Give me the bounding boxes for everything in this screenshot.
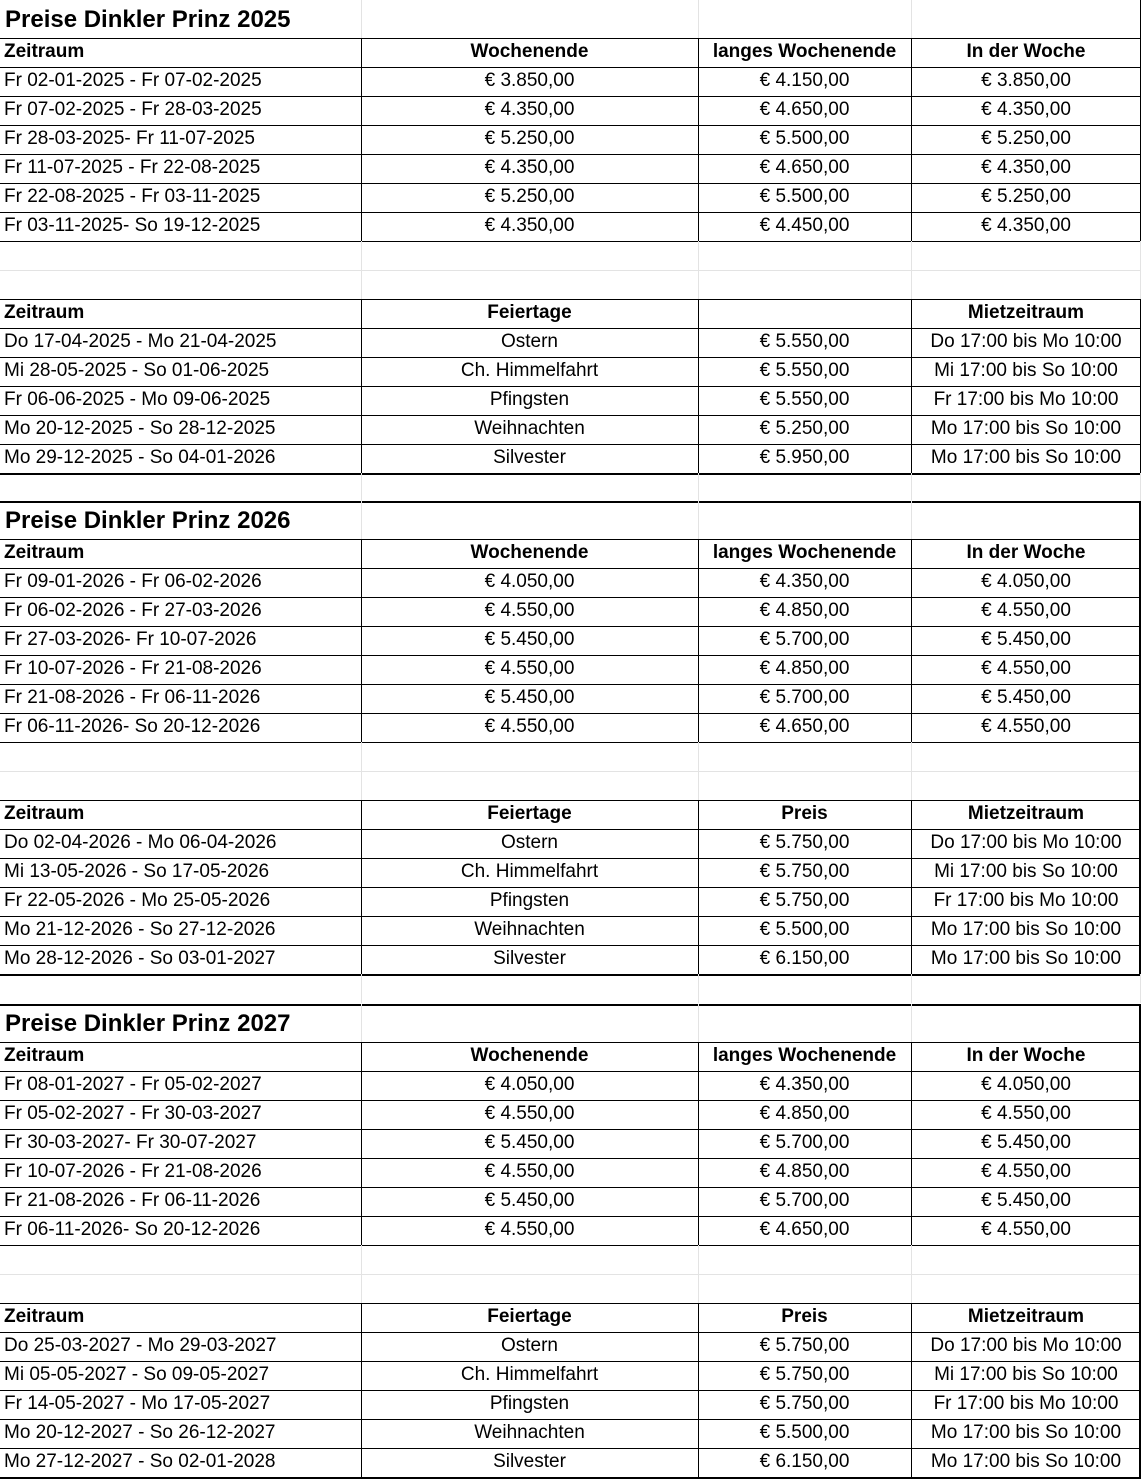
holiday-row [0,1361,1141,1390]
grid-line [0,212,1141,213]
weekday-cell: € 5.450,00 [981,687,1071,708]
grid-line [0,858,1141,859]
season-row [0,568,1141,597]
price-cell: € 6.150,00 [759,1451,850,1472]
weekend-cell: € 4.350,00 [484,157,575,178]
grid-line [361,38,362,241]
period-cell: Fr 21-08-2026 - Fr 06-11-2026 [4,687,261,708]
grid-line [361,800,362,974]
long-weekend-cell: € 5.700,00 [759,629,850,650]
grid-line [0,626,1141,627]
section-title: Preise Dinkler Prinz 2025 [5,6,291,33]
grid-line [0,154,1141,155]
holiday-header-row [0,800,1141,829]
period-header: Zeitraum [4,1045,85,1066]
grid-line [0,655,1141,656]
period-cell: Fr 22-08-2025 - Fr 03-11-2025 [4,186,261,207]
weekday-cell: € 3.850,00 [981,70,1071,91]
weekday-cell: € 4.550,00 [981,716,1071,737]
period-cell: Do 02-04-2026 - Mo 06-04-2026 [4,832,277,853]
holiday-header-row [0,299,1141,328]
grid-line [0,183,1141,184]
section-title: Preise Dinkler Prinz 2027 [5,1010,291,1037]
price-cell: € 5.550,00 [759,360,850,381]
holiday-cell: Silvester [493,948,566,969]
weekday-header: In der Woche [966,1045,1086,1066]
grid-line [361,501,362,539]
weekday-cell: € 4.050,00 [981,571,1071,592]
grid-line [911,38,912,241]
grid-line [361,0,362,38]
price-cell: € 5.550,00 [759,331,850,352]
grid-line [0,270,1141,271]
grid-line [0,357,1141,358]
price-cell: € 5.750,00 [759,1393,850,1414]
season-row [0,1216,1141,1245]
grid-line [0,713,1141,714]
grid-line [698,1042,699,1245]
long-weekend-cell: € 4.650,00 [759,157,850,178]
period-cell: Fr 30-03-2027- Fr 30-07-2027 [4,1132,257,1153]
weekend-cell: € 4.550,00 [484,1219,575,1240]
weekday-header: In der Woche [966,41,1086,62]
grid-line [0,473,1141,475]
long-weekend-cell: € 4.850,00 [759,1103,850,1124]
period-cell: Mo 20-12-2027 - So 26-12-2027 [4,1422,276,1443]
grid-line [911,0,912,38]
period-cell: Fr 11-07-2025 - Fr 22-08-2025 [4,157,261,178]
long-weekend-cell: € 5.500,00 [759,128,850,149]
season-header-row [0,38,1141,67]
grid-line [0,1303,1141,1304]
long-weekend-cell: € 4.150,00 [759,70,850,91]
grid-line [698,241,699,299]
rental-period-cell: Mo 17:00 bis So 10:00 [930,447,1122,468]
weekend-cell: € 4.050,00 [484,1074,575,1095]
long-weekend-cell: € 4.650,00 [759,99,850,120]
weekend-cell: € 4.350,00 [484,99,575,120]
price-cell: € 5.750,00 [759,832,850,853]
period-cell: Fr 22-05-2026 - Mo 25-05-2026 [4,890,271,911]
long-weekend-cell: € 4.350,00 [759,571,850,592]
weekend-cell: € 3.850,00 [484,70,575,91]
season-header-row [0,1042,1141,1071]
price-cell: € 5.500,00 [759,919,850,940]
period-cell: Fr 06-11-2026- So 20-12-2026 [4,716,261,737]
rental-period-header: Mietzeitraum [967,1306,1085,1327]
rental-period-cell: Fr 17:00 bis Mo 10:00 [933,389,1119,410]
grid-line [0,1245,1141,1246]
section-title: Preise Dinkler Prinz 2026 [5,507,291,534]
weekday-cell: € 5.450,00 [981,629,1071,650]
price-cell: € 5.250,00 [759,418,850,439]
grid-line [361,974,362,1003]
grid-line [0,67,1141,68]
grid-line [911,1042,912,1245]
weekend-cell: € 5.450,00 [484,1132,575,1153]
long-weekend-header: langes Wochenende [712,1045,897,1066]
rental-period-cell: Mo 17:00 bis So 10:00 [930,418,1122,439]
grid-line [0,299,1141,300]
period-cell: Fr 10-07-2026 - Fr 21-08-2026 [4,1161,262,1182]
holiday-header: Feiertage [487,803,572,824]
grid-line [0,1187,1141,1188]
grid-line [0,771,1141,772]
weekday-cell: € 5.450,00 [981,1190,1071,1211]
period-cell: Fr 10-07-2026 - Fr 21-08-2026 [4,658,262,679]
price-cell: € 5.750,00 [759,1364,850,1385]
season-row [0,67,1141,96]
grid-line [698,1245,699,1303]
grid-line [698,1004,699,1042]
price-cell: € 5.750,00 [759,1335,850,1356]
rental-period-cell: Mi 17:00 bis So 10:00 [934,861,1118,882]
holiday-header-row [0,1303,1141,1332]
grid-line [0,916,1141,917]
period-cell: Fr 06-06-2025 - Mo 09-06-2025 [4,389,271,410]
weekend-cell: € 4.550,00 [484,1161,575,1182]
grid-line [0,1004,1141,1006]
price-cell: € 5.750,00 [759,890,850,911]
rental-period-header: Mietzeitraum [967,803,1085,824]
holiday-cell: Ch. Himmelfahrt [460,1364,599,1385]
grid-line [698,800,699,974]
weekday-cell: € 4.550,00 [981,1103,1071,1124]
grid-line [0,444,1141,445]
grid-line [698,539,699,742]
season-row [0,713,1141,742]
grid-line [698,38,699,241]
grid-line [0,829,1141,830]
season-row [0,1071,1141,1100]
period-cell: Fr 14-05-2027 - Mo 17-05-2027 [4,1393,271,1414]
grid-line [0,887,1141,888]
grid-line [911,1004,912,1042]
grid-line [0,945,1141,946]
season-row [0,154,1141,183]
long-weekend-cell: € 5.500,00 [759,186,850,207]
holiday-cell: Ostern [500,832,559,853]
grid-line [1140,974,1141,1003]
weekend-cell: € 5.250,00 [484,186,575,207]
grid-line [0,539,1141,540]
holiday-row [0,415,1141,444]
price-cell: € 5.550,00 [759,389,850,410]
rental-period-cell: Mo 17:00 bis So 10:00 [930,1451,1122,1472]
season-row [0,96,1141,125]
price-cell: € 5.750,00 [759,861,850,882]
weekend-header: Wochenende [470,1045,589,1066]
weekend-cell: € 5.450,00 [484,1190,575,1211]
period-cell: Mo 29-12-2025 - So 04-01-2026 [4,447,276,468]
grid-line [0,742,1141,743]
price-header: Preis [781,803,828,824]
holiday-cell: Silvester [493,447,566,468]
holiday-row [0,887,1141,916]
grid-line [0,1332,1141,1333]
period-cell: Do 17-04-2025 - Mo 21-04-2025 [4,331,277,352]
weekend-cell: € 4.550,00 [484,716,575,737]
grid-line [698,742,699,800]
weekday-cell: € 4.050,00 [981,1074,1071,1095]
rental-period-cell: Mi 17:00 bis So 10:00 [934,1364,1118,1385]
holiday-row [0,357,1141,386]
holiday-cell: Ch. Himmelfahrt [460,360,599,381]
season-row [0,183,1141,212]
grid-line [0,1129,1141,1130]
grid-line [1139,501,1141,974]
grid-line [0,568,1141,569]
holiday-row [0,386,1141,415]
holiday-cell: Weihnachten [474,919,585,940]
weekend-cell: € 5.250,00 [484,128,575,149]
weekday-cell: € 4.550,00 [981,600,1071,621]
season-row [0,212,1141,241]
long-weekend-cell: € 4.650,00 [759,716,850,737]
grid-line [0,1274,1141,1275]
period-cell: Mi 13-05-2026 - So 17-05-2026 [4,861,270,882]
rental-period-cell: Do 17:00 bis Mo 10:00 [930,1335,1122,1356]
grid-line [0,1158,1141,1159]
grid-line [911,539,912,742]
weekend-header: Wochenende [470,542,589,563]
holiday-row [0,1419,1141,1448]
period-cell: Fr 06-11-2026- So 20-12-2026 [4,1219,261,1240]
period-cell: Fr 28-03-2025- Fr 11-07-2025 [4,128,255,149]
holiday-row [0,1332,1141,1361]
season-row [0,1187,1141,1216]
period-cell: Fr 09-01-2026 - Fr 06-02-2026 [4,571,262,592]
rental-period-cell: Mo 17:00 bis So 10:00 [930,948,1122,969]
period-cell: Fr 02-01-2025 - Fr 07-02-2025 [4,70,262,91]
grid-line [698,473,699,502]
grid-line [0,597,1141,598]
weekend-cell: € 4.550,00 [484,1103,575,1124]
holiday-cell: Ostern [500,1335,559,1356]
rental-period-cell: Mo 17:00 bis So 10:00 [930,919,1122,940]
period-cell: Do 25-03-2027 - Mo 29-03-2027 [4,1335,277,1356]
season-row [0,1158,1141,1187]
weekday-cell: € 4.550,00 [981,658,1071,679]
grid-line [0,96,1141,97]
grid-line [0,1042,1141,1043]
grid-line [911,974,912,1003]
long-weekend-cell: € 5.700,00 [759,1190,850,1211]
grid-line [0,1100,1141,1101]
weekday-cell: € 4.350,00 [981,215,1071,236]
grid-line [1140,0,1141,241]
weekday-cell: € 4.550,00 [981,1161,1071,1182]
price-cell: € 5.500,00 [759,1422,850,1443]
price-cell: € 5.950,00 [759,447,850,468]
weekend-header: Wochenende [470,41,589,62]
weekend-cell: € 5.450,00 [484,687,575,708]
season-row [0,655,1141,684]
rental-period-cell: Do 17:00 bis Mo 10:00 [930,832,1122,853]
period-header: Zeitraum [4,542,85,563]
grid-line [0,974,1141,976]
season-row [0,1100,1141,1129]
grid-line [0,800,1141,801]
holiday-cell: Silvester [493,1451,566,1472]
season-header-row [0,539,1141,568]
holiday-cell: Weihnachten [474,1422,585,1443]
holiday-row [0,945,1141,974]
grid-line [698,0,699,38]
grid-line [361,742,362,800]
period-cell: Fr 05-02-2027 - Fr 30-03-2027 [4,1103,262,1124]
weekday-header: In der Woche [966,542,1086,563]
price-header: Preis [781,1306,828,1327]
period-header: Zeitraum [4,302,85,323]
weekend-cell: € 4.050,00 [484,571,575,592]
grid-line [698,501,699,539]
grid-line [911,800,912,974]
grid-line [0,241,1141,242]
period-header: Zeitraum [4,1306,85,1327]
grid-line [911,742,912,800]
grid-line [1140,241,1141,299]
grid-line [361,473,362,502]
weekday-cell: € 4.350,00 [981,157,1071,178]
rental-period-cell: Do 17:00 bis Mo 10:00 [930,331,1122,352]
weekday-cell: € 5.250,00 [981,128,1071,149]
season-row [0,597,1141,626]
long-weekend-cell: € 4.450,00 [759,215,850,236]
period-cell: Mo 27-12-2027 - So 02-01-2028 [4,1451,276,1472]
season-row [0,626,1141,655]
holiday-cell: Pfingsten [489,890,570,911]
long-weekend-cell: € 4.650,00 [759,1219,850,1240]
season-row [0,1129,1141,1158]
holiday-row [0,444,1141,473]
period-cell: Fr 27-03-2026- Fr 10-07-2026 [4,629,257,650]
holiday-row [0,1448,1141,1477]
period-cell: Fr 06-02-2026 - Fr 27-03-2026 [4,600,262,621]
holiday-cell: Weihnachten [474,418,585,439]
weekday-cell: € 4.350,00 [981,99,1071,120]
weekday-cell: € 4.550,00 [981,1219,1071,1240]
grid-line [1140,299,1141,473]
holiday-row [0,1390,1141,1419]
holiday-cell: Ch. Himmelfahrt [460,861,599,882]
period-cell: Mo 20-12-2025 - So 28-12-2025 [4,418,276,439]
grid-line [0,1390,1141,1391]
grid-line [361,1042,362,1245]
grid-line [0,684,1141,685]
grid-line [911,473,912,502]
grid-line [0,501,1141,503]
grid-line [361,241,362,299]
grid-line [0,38,1141,39]
grid-line [0,125,1141,126]
weekend-cell: € 4.350,00 [484,215,575,236]
long-weekend-header: langes Wochenende [712,542,897,563]
grid-line [698,299,699,473]
holiday-header: Feiertage [487,302,572,323]
holiday-cell: Ostern [500,331,559,352]
rental-period-cell: Fr 17:00 bis Mo 10:00 [933,890,1119,911]
season-row [0,684,1141,713]
grid-line [361,539,362,742]
grid-line [361,1004,362,1042]
grid-line [361,1303,362,1477]
long-weekend-cell: € 4.850,00 [759,1161,850,1182]
weekend-cell: € 4.550,00 [484,600,575,621]
rental-period-header: Mietzeitraum [967,302,1085,323]
holiday-row [0,858,1141,887]
grid-line [0,386,1141,387]
period-cell: Mo 21-12-2026 - So 27-12-2026 [4,919,276,940]
grid-line [911,1303,912,1477]
rental-period-cell: Mo 17:00 bis So 10:00 [930,1422,1122,1443]
holiday-cell: Pfingsten [489,1393,570,1414]
price-cell: € 6.150,00 [759,948,850,969]
grid-line [911,241,912,299]
weekday-cell: € 5.450,00 [981,1132,1071,1153]
period-header: Zeitraum [4,803,85,824]
grid-line [911,1245,912,1303]
long-weekend-cell: € 4.850,00 [759,658,850,679]
grid-line [361,299,362,473]
grid-line [1139,1004,1141,1477]
weekend-cell: € 5.450,00 [484,629,575,650]
period-cell: Mo 28-12-2026 - So 03-01-2027 [4,948,276,969]
holiday-row [0,328,1141,357]
long-weekend-cell: € 5.700,00 [759,1132,850,1153]
price-header [698,299,911,328]
period-cell: Mi 28-05-2025 - So 01-06-2025 [4,360,270,381]
period-cell: Fr 21-08-2026 - Fr 06-11-2026 [4,1190,261,1211]
period-cell: Fr 07-02-2025 - Fr 28-03-2025 [4,99,262,120]
grid-line [1140,473,1141,502]
long-weekend-header: langes Wochenende [712,41,897,62]
grid-line [361,1245,362,1303]
grid-line [0,1216,1141,1217]
grid-line [911,501,912,539]
holiday-header: Feiertage [487,1306,572,1327]
period-cell: Mi 05-05-2027 - So 09-05-2027 [4,1364,270,1385]
grid-line [0,1361,1141,1362]
long-weekend-cell: € 4.850,00 [759,600,850,621]
holiday-row [0,916,1141,945]
grid-line [0,328,1141,329]
long-weekend-cell: € 4.350,00 [759,1074,850,1095]
grid-line [698,974,699,1003]
grid-line [0,1071,1141,1072]
rental-period-cell: Fr 17:00 bis Mo 10:00 [933,1393,1119,1414]
weekday-cell: € 5.250,00 [981,186,1071,207]
grid-line [0,415,1141,416]
period-header: Zeitraum [4,41,85,62]
grid-line [911,299,912,473]
holiday-row [0,829,1141,858]
rental-period-cell: Mi 17:00 bis So 10:00 [934,360,1118,381]
grid-line [0,1419,1141,1420]
long-weekend-cell: € 5.700,00 [759,687,850,708]
period-cell: Fr 03-11-2025- So 19-12-2025 [4,215,261,236]
season-row [0,125,1141,154]
weekend-cell: € 4.550,00 [484,658,575,679]
grid-line [0,1448,1141,1449]
period-cell: Fr 08-01-2027 - Fr 05-02-2027 [4,1074,262,1095]
holiday-cell: Pfingsten [489,389,570,410]
grid-line [698,1303,699,1477]
